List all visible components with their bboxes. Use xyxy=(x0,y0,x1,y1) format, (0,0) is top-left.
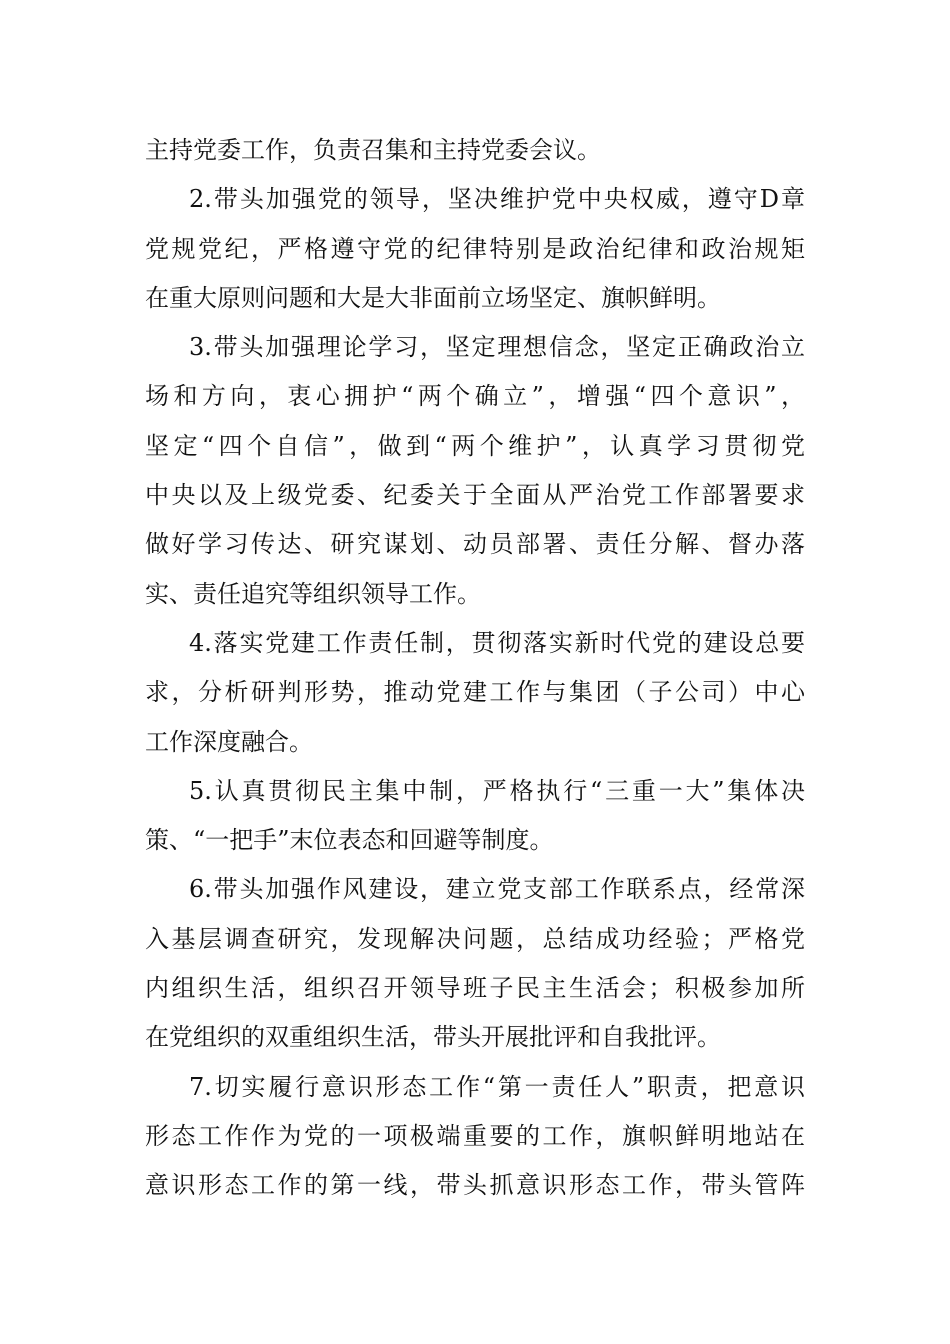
text-line: 坚定“四个自信”，做到“两个维护”，认真学习贯彻党 xyxy=(145,431,805,460)
text-line: 求，分析研判形势，推动党建工作与集团（子公司）中心 xyxy=(145,678,805,707)
text-line: 内组织生活，组织召开领导班子民主生活会；积极参加所 xyxy=(145,974,805,1003)
text-line: 7.切实履行意识形态工作“第一责任人”职责，把意识 xyxy=(189,1072,805,1101)
text-line: 形态工作作为党的一项极端重要的工作，旗帜鲜明地站在 xyxy=(145,1121,805,1150)
document-body xyxy=(145,126,805,1211)
text-line: 意识形态工作的第一线，带头抓意识形态工作，带头管阵 xyxy=(145,1171,805,1200)
text-line: 场和方向，衷心拥护“两个确立”，增强“四个意识”， xyxy=(145,382,805,411)
text-line: 在党组织的双重组织生活，带头开展批评和自我批评。 xyxy=(145,1023,721,1052)
text-line: 工作深度融合。 xyxy=(145,727,313,756)
text-line: 中央以及上级党委、纪委关于全面从严治党工作部署要求 xyxy=(145,481,805,510)
text-line: 党规党纪，严格遵守党的纪律特别是政治纪律和政治规矩 xyxy=(145,234,805,263)
text-line: 入基层调查研究，发现解决问题，总结成功经验；严格党 xyxy=(145,924,805,953)
text-line: 4.落实党建工作责任制，贯彻落实新时代党的建设总要 xyxy=(189,628,805,657)
text-line: 主持党委工作，负责召集和主持党委会议。 xyxy=(145,136,601,164)
text-line: 5.认真贯彻民主集中制，严格执行“三重一大”集体决 xyxy=(189,776,805,805)
text-line: 在重大原则问题和大是大非面前立场坚定、旗帜鲜明。 xyxy=(145,283,721,312)
text-line: 2.带头加强党的领导，坚决维护党中央权威，遵守D章 xyxy=(189,185,805,214)
text-line: 6.带头加强作风建设，建立党支部工作联系点，经常深 xyxy=(189,875,805,904)
text-line: 实、责任追究等组织领导工作。 xyxy=(145,579,481,608)
text-line: 做好学习传达、研究谋划、动员部署、责任分解、督办落 xyxy=(145,530,805,559)
text-line: 策、“一把手”末位表态和回避等制度。 xyxy=(145,826,554,855)
text-line: 3.带头加强理论学习，坚定理想信念，坚定正确政治立 xyxy=(189,333,805,362)
